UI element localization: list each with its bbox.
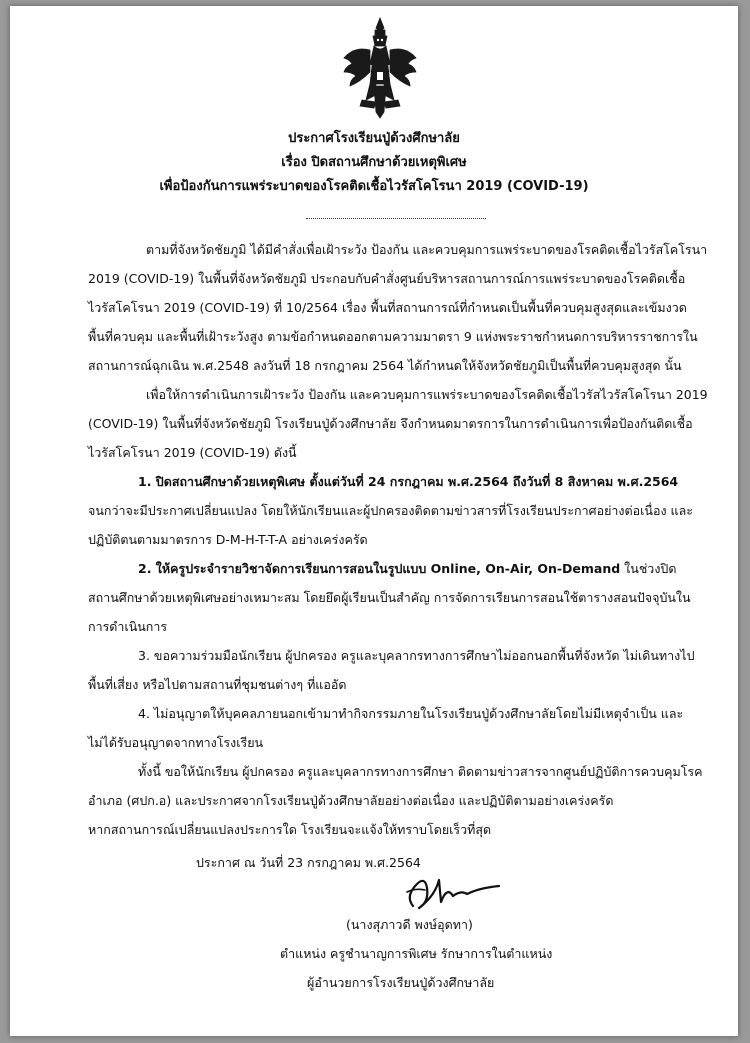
announcement-purpose: เพื่อป้องกันการแพร่ระบาดของโรคติดเชื้อไวรัสโคโรนา 2019 (COVID-19) <box>159 179 589 194</box>
measure-4-line: ไม่ได้รับอนุญาตจากทางโรงเรียน <box>88 735 264 750</box>
measure-2-bold: 2. ให้ครูประจำรายวิชาจัดการเรียนการสอนในรูปแบบ Online, On-Air, On-Demand <box>138 561 621 576</box>
document-page <box>10 6 738 1036</box>
signer-title: ผู้อำนวยการโรงเรียนปู่ด้วงศึกษาลัย <box>307 975 495 990</box>
announcement-title: ประกาศโรงเรียนปู่ด้วงศึกษาลัย <box>288 131 460 146</box>
closing-line: ทั้งนี้ ขอให้นักเรียน ผู้ปกครอง ครูและบุคลากรทางการศึกษา ติดตามข่าวสารจากศูนย์ปฏิบัติการควบคุมโรค <box>138 764 703 779</box>
garuda-emblem-icon <box>340 16 420 121</box>
paragraph-1-line: สถานการณ์ฉุกเฉิน พ.ศ.2548 ลงวันที่ 18 กรกฎาคม 2564 ได้กำหนดให้จังหวัดชัยภูมิเป็นพื้นที่ควบคุมสูงสุด นั้น <box>88 358 682 373</box>
measure-1-line: ปฏิบัติตนตามมาตรการ D-M-H-T-T-A อย่างเคร่งครัด <box>88 532 368 547</box>
measure-4-line: 4. ไม่อนุญาตให้บุคคลภายนอกเข้ามาทำกิจกรรมภายในโรงเรียนปู่ด้วงศึกษาลัยโดยไม่มีเหตุจำเป็น และ <box>138 706 684 721</box>
measure-2-tail: ในช่วงปิด <box>620 561 677 576</box>
closing-line: อำเภอ (ศปก.อ) และประกาศจากโรงเรียนปู่ด้วงศึกษาลัยอย่างต่อเนื่อง และปฏิบัติตามอย่างเคร่งครัด <box>88 793 614 808</box>
measure-1-heading: 1. ปิดสถานศึกษาด้วยเหตุพิเศษ ตั้งแต่วันที่ 24 กรกฎาคม พ.ศ.2564 ถึงวันที่ 8 สิงหาคม พ.ศ.2564 <box>138 474 679 489</box>
announce-date: ประกาศ ณ วันที่ 23 กรกฎาคม พ.ศ.2564 <box>196 855 421 870</box>
signer-position: ตำแหน่ง ครูชำนาญการพิเศษ รักษาการในตำแหน่ง <box>280 946 553 961</box>
announcement-subject: เรื่อง ปิดสถานศึกษาด้วยเหตุพิเศษ <box>281 155 467 170</box>
paragraph-1-line: ไวรัสโคโรนา 2019 (COVID-19) ที่ 10/2564 เรื่อง พื้นที่สถานการณ์ที่กำหนดเป็นพื้นที่ควบคุมสูงสุดและเข้มงวด <box>88 300 687 315</box>
header-divider <box>306 218 486 219</box>
measure-3-line: พื้นที่เสี่ยง หรือไปตามสถานที่ชุมชนต่างๆ ที่แออัด <box>88 677 347 692</box>
measure-2-heading <box>138 558 676 579</box>
measure-2-line: สถานศึกษาด้วยเหตุพิเศษอย่างเหมาะสม โดยยึดผู้เรียนเป็นสำคัญ การจัดการเรียนการสอนใช้ตารางสอนปัจจุบันใน <box>88 590 691 605</box>
paragraph-2-line: เพื่อให้การดำเนินการเฝ้าระวัง ป้องกัน และควบคุมการแพร่ระบาดของโรคติดเชื้อไวรัสไวรัสโคโรนา 2019 <box>146 387 708 402</box>
measure-1-line: จนกว่าจะมีประกาศเปลี่ยนแปลง โดยให้นักเรียนและผู้ปกครองติดตามข่าวสารที่โรงเรียนประกาศอย่างต่อเนื่อง และ <box>88 503 693 518</box>
measure-2-line: การดำเนินการ <box>88 619 168 634</box>
paragraph-1-line: พื้นที่ควบคุม และพื้นที่เฝ้าระวังสูง ตามข้อกำหนดออกตามความมาตรา 9 แห่งพระราชกำหนดการบริหารราชการใน <box>88 329 698 344</box>
paragraph-1-line: 2019 (COVID-19) ในพื้นที่จังหวัดชัยภูมิ ประกอบกับคำสั่งศูนย์บริหารสถานการณ์การแพร่ระบาดของโรคติดเชื้อ <box>88 271 686 286</box>
handwritten-signature <box>395 866 505 916</box>
signer-name: (นางสุภาวดี พงษ์อุดทา) <box>346 917 473 932</box>
paragraph-2-line: (COVID-19) ในพื้นที่จังหวัดชัยภูมิ โรงเรียนปู่ด้วงศึกษาลัย จึงกำหนดมาตรการในการดำเนินการเพื่อป้องกันติดเชื้อ <box>88 416 693 431</box>
measure-3-line: 3. ขอความร่วมมือนักเรียน ผู้ปกครอง ครูและบุคลากรทางการศึกษาไม่ออกนอกพื้นที่จังหวัด ไม่เดินทางไป <box>138 648 695 663</box>
paragraph-1-line: ตามที่จังหวัดชัยภูมิ ได้มีคำสั่งเพื่อเฝ้าระวัง ป้องกัน และควบคุมการแพร่ระบาดของโรคติดเชื้อไวรัสโคโรนา <box>146 242 708 257</box>
paragraph-2-line: ไวรัสโคโรนา 2019 (COVID-19) ดังนี้ <box>88 445 297 460</box>
closing-line: หากสถานการณ์เปลี่ยนแปลงประการใด โรงเรียนจะแจ้งให้ทราบโดยเร็วที่สุด <box>88 822 492 837</box>
